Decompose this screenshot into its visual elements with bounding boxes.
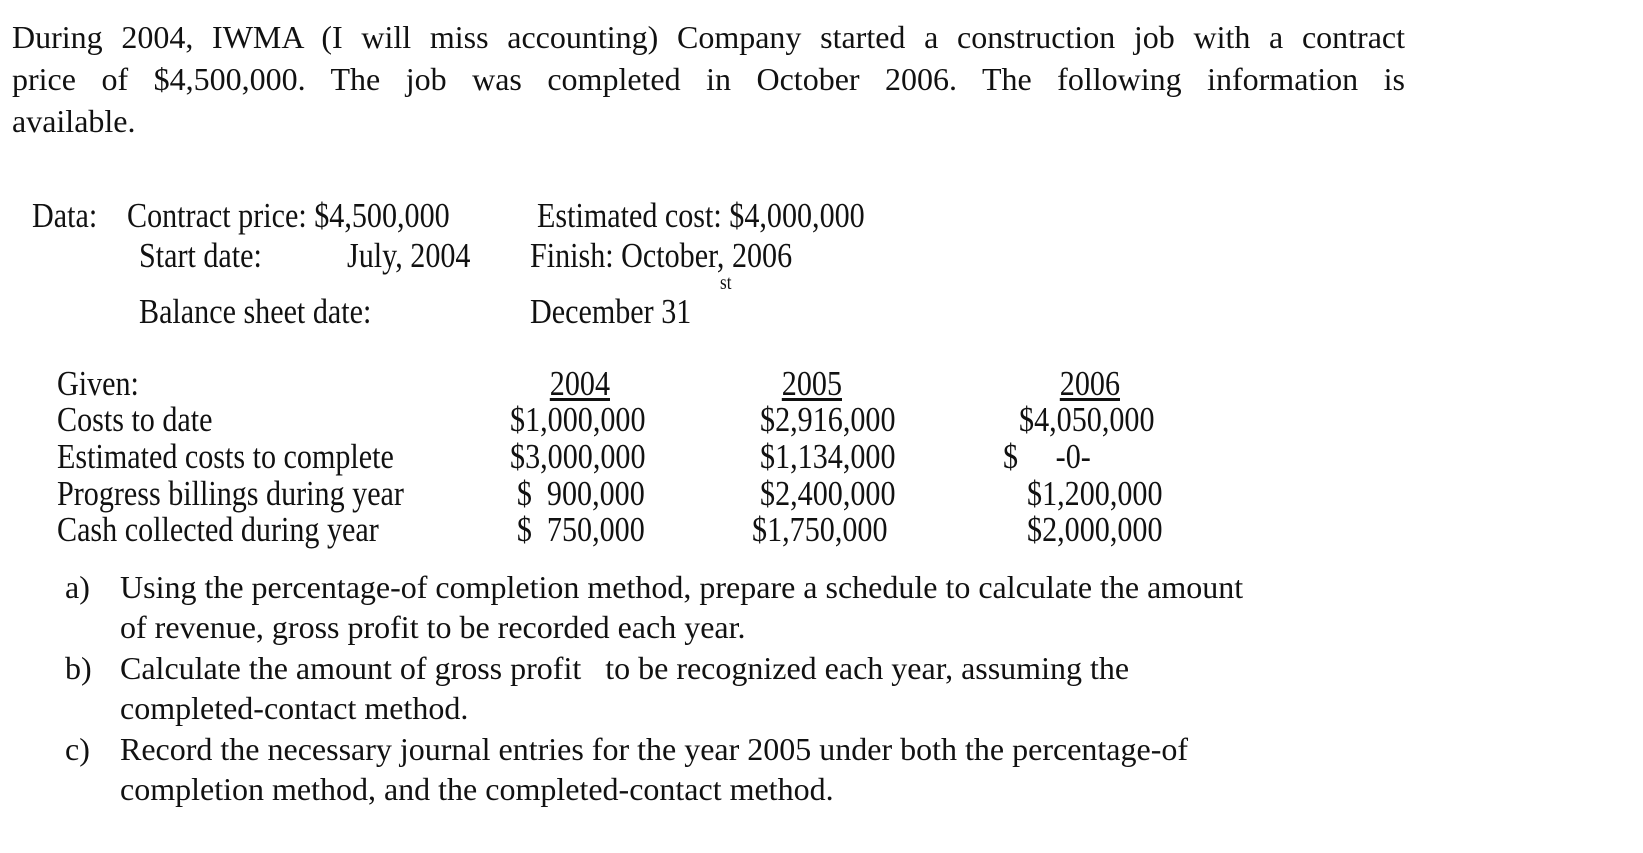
data-label: Data:: [32, 196, 98, 235]
given-label: Given:: [57, 364, 139, 403]
question-line: Calculate the amount of gross profit to be recognized each year, assuming the: [120, 650, 1130, 686]
row-label: Estimated costs to complete: [57, 437, 394, 476]
row-label: Cash collected during year: [57, 510, 379, 549]
question-marker: b): [65, 650, 92, 686]
balance-sup: st: [720, 272, 732, 294]
question-marker: c): [65, 731, 90, 767]
cell: $1,134,000: [759, 437, 895, 476]
intro-line: During 2004, IWMA (I will miss accounting) Company started a construction job with a contract: [12, 19, 1405, 55]
question-line: of revenue, gross profit to be recorded each year.: [120, 609, 746, 645]
cell: $1,000,000: [509, 400, 645, 439]
cell: $2,400,000: [759, 474, 895, 513]
year-header: 2006: [1059, 364, 1120, 403]
contract-price: Contract price: $4,500,000: [127, 196, 450, 235]
cell: $1,200,000: [1026, 474, 1162, 513]
intro-line: price of $4,500,000. The job was completed in October 2006. The following information is: [12, 61, 1405, 97]
cell: $2,000,000: [1026, 510, 1162, 549]
cell: $4,050,000: [1018, 400, 1154, 439]
row-label: Costs to date: [57, 400, 213, 439]
start-value: July, 2004: [347, 236, 471, 275]
cell: $ -0-: [1003, 437, 1091, 476]
question-line: completed-contact method.: [120, 690, 469, 726]
question-marker: a): [65, 569, 90, 605]
balance-value: December 31: [530, 292, 692, 331]
year-header: 2005: [781, 364, 842, 403]
cell: $ 900,000: [517, 474, 645, 513]
cell: $3,000,000: [509, 437, 645, 476]
cell: $2,916,000: [759, 400, 895, 439]
question-line: completion method, and the completed-contact method.: [120, 771, 834, 807]
cell: $ 750,000: [517, 510, 645, 549]
finish-date: Finish: October, 2006: [530, 236, 793, 275]
year-header: 2004: [549, 364, 610, 403]
cell: $1,750,000: [751, 510, 887, 549]
start-label: Start date:: [139, 236, 262, 275]
row-label: Progress billings during year: [57, 474, 404, 513]
intro-paragraph: [12, 16, 1405, 142]
question-line: Record the necessary journal entries for the year 2005 under both the percentage-of: [120, 731, 1188, 767]
balance-label: Balance sheet date:: [139, 292, 372, 331]
intro-line: available.: [12, 103, 136, 139]
estimated-cost: Estimated cost: $4,000,000: [537, 196, 865, 235]
question-line: Using the percentage-of completion method, prepare a schedule to calculate the amount: [120, 569, 1244, 605]
